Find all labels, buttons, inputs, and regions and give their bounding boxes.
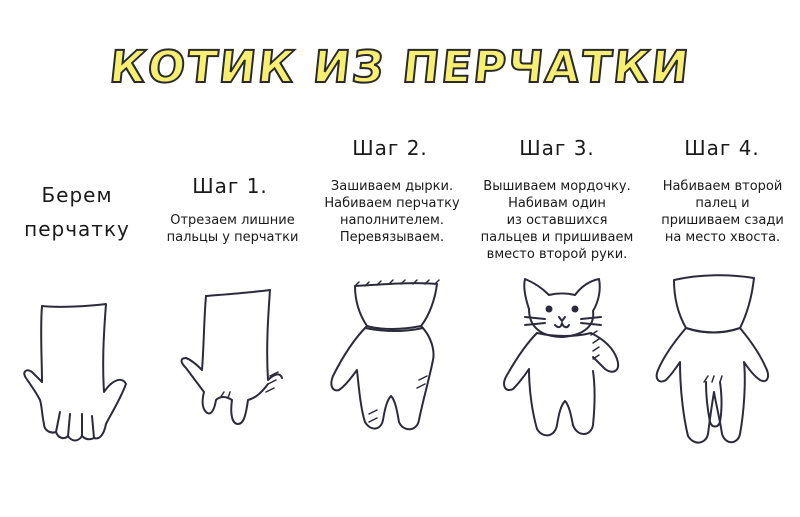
- cat-tail-drawing: [650, 272, 780, 452]
- stuffed-glove-drawing: [325, 280, 465, 440]
- col-4-heading: Шаг 4.: [684, 136, 760, 160]
- col-2-description: Зашиваем дырки. Набиваем перчатку наполнителем. Перевязываем.: [324, 179, 460, 245]
- col-3-description: Вышиваем мордочку. Набивам один из оставшихся пальцев и пришиваем вместо второй руки.: [480, 179, 634, 262]
- col-0-heading: Берем перчатку: [24, 183, 130, 241]
- col-1-heading: Шаг 1.: [192, 174, 268, 198]
- col-1-description: Отрезаем лишние пальцы у перчатки: [166, 213, 299, 245]
- cut-glove-drawing: [170, 288, 290, 438]
- page-title: КОТИК ИЗ ПЕРЧАТКИ: [107, 42, 693, 93]
- cat-face-drawing: [495, 275, 635, 445]
- col-2-heading: Шаг 2.: [352, 136, 428, 160]
- col-4-description: Набиваем второй палец и пришиваем сзади на место хвоста.: [661, 179, 784, 245]
- col-3-heading: Шаг 3.: [519, 136, 595, 160]
- glove-drawing: [20, 300, 130, 450]
